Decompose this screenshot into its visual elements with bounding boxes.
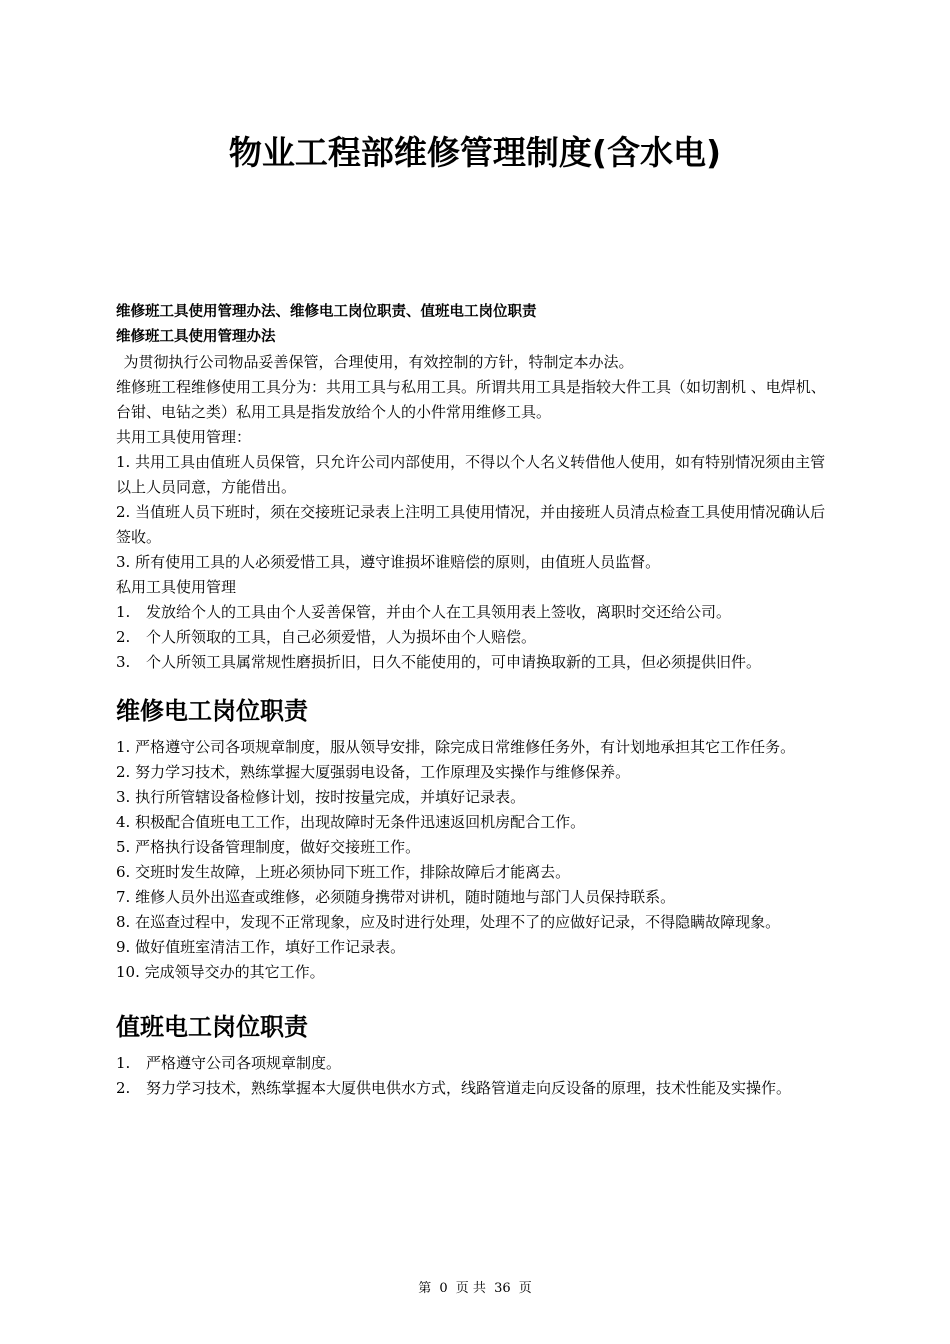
list-item: 3. 执行所管辖设备检修计划，按时按量完成，并填好记录表。 [116,788,526,806]
list-number: 1. [116,1054,131,1072]
footer-total-pages: 36 [494,1281,511,1296]
intro-paragraph: 为贯彻执行公司物品妥善保管，合理使用，有效控制的方针，特制定本办法。 [123,353,634,371]
spacer [116,727,836,735]
section-heading: 维修电工岗位职责 [116,697,308,725]
list-text: 个人所领工具属常规性磨损折旧，日久不能使用的，可申请换取新的工具，但必须提供旧件。 [146,653,762,671]
list-item: 1. 严格遵守公司各项规章制度，服从领导安排，除完成日常维修任务外，有计划地承担其它工作任务。 [116,738,796,756]
list-item: 5. 严格执行设备管理制度，做好交接班工作。 [116,838,421,856]
list-item: 3. 所有使用工具的人必须爱惜工具，遵守谁损坏谁赔偿的原则，由值班人员监督。 [116,553,661,571]
list-item [116,1051,836,1076]
intro-paragraph: 共用工具使用管理： [116,428,252,446]
list-item: 6. 交班时发生故障，上班必须协同下班工作，排除故障后才能离去。 [116,863,571,881]
list-item [116,600,836,625]
document-title: 物业工程部维修管理制度(含水电) [228,133,722,172]
list-item: 2. 当值班人员下班时，须在交接班记录表上注明工具使用情况，并由接班人员清点检查工具使用情况确认后签收。 [116,503,826,546]
list-text: 个人所领取的工具，自己必须爱惜，人为损坏由个人赔偿。 [146,628,537,646]
spacer [116,985,836,1011]
list-text: 努力学习技术，熟练掌握本大厦供电供水方式，线路管道走向反设备的原理，技术性能及实操作。 [146,1079,792,1097]
list-number: 1. [116,603,131,621]
document-body [116,300,836,1101]
intro-subheading: 维修班工具使用管理办法 [116,329,276,345]
footer-page-number: 0 [439,1281,448,1296]
list-item [116,1076,836,1101]
list-item: 4. 积极配合值班电工工作，出现故障时无条件迅速返回机房配合工作。 [116,813,586,831]
list-text: 严格遵守公司各项规章制度。 [146,1054,342,1072]
intro-heading-line: 维修班工具使用管理办法、维修电工岗位职责、值班电工岗位职责 [116,304,537,320]
list-item [116,625,836,650]
list-number: 2. [116,1079,131,1097]
section-heading: 值班电工岗位职责 [116,1013,308,1041]
spacer [116,1043,836,1051]
page-footer [0,1280,950,1298]
footer-middle: 页 共 [455,1281,486,1296]
footer-suffix: 页 [518,1281,532,1296]
list-item: 1. 共用工具由值班人员保管，只允许公司内部使用，不得以个人名义转借他人使用，如有特别情况须由主管以上人员同意，方能借出。 [116,453,826,496]
list-text: 发放给个人的工具由个人妥善保管，并由个人在工具领用表上签收，离职时交还给公司。 [146,603,732,621]
list-item [116,650,836,675]
intro-paragraph: 维修班工程维修使用工具分为：共用工具与私用工具。所谓共用工具是指较大件工具（如切割机 、电焊机、台钳、电钻之类）私用工具是指发放给个人的小件常用维修工具。 [116,378,826,421]
list-item: 9. 做好值班室清洁工作，填好工作记录表。 [116,938,406,956]
intro-paragraph: 私用工具使用管理 [116,578,237,596]
footer-prefix: 第 [418,1281,432,1296]
list-item: 2. 努力学习技术，熟练掌握大厦强弱电设备，工作原理及实操作与维修保养。 [116,763,631,781]
list-number: 3. [116,653,131,671]
list-item: 8. 在巡查过程中，发现不正常现象，应及时进行处理，处理不了的应做好记录，不得隐瞒故障现象。 [116,913,781,931]
spacer [116,675,836,695]
list-item: 10. 完成领导交办的其它工作。 [116,963,325,981]
list-number: 2. [116,628,131,646]
list-item: 7. 维修人员外出巡查或维修，必须随身携带对讲机，随时随地与部门人员保持联系。 [116,888,676,906]
